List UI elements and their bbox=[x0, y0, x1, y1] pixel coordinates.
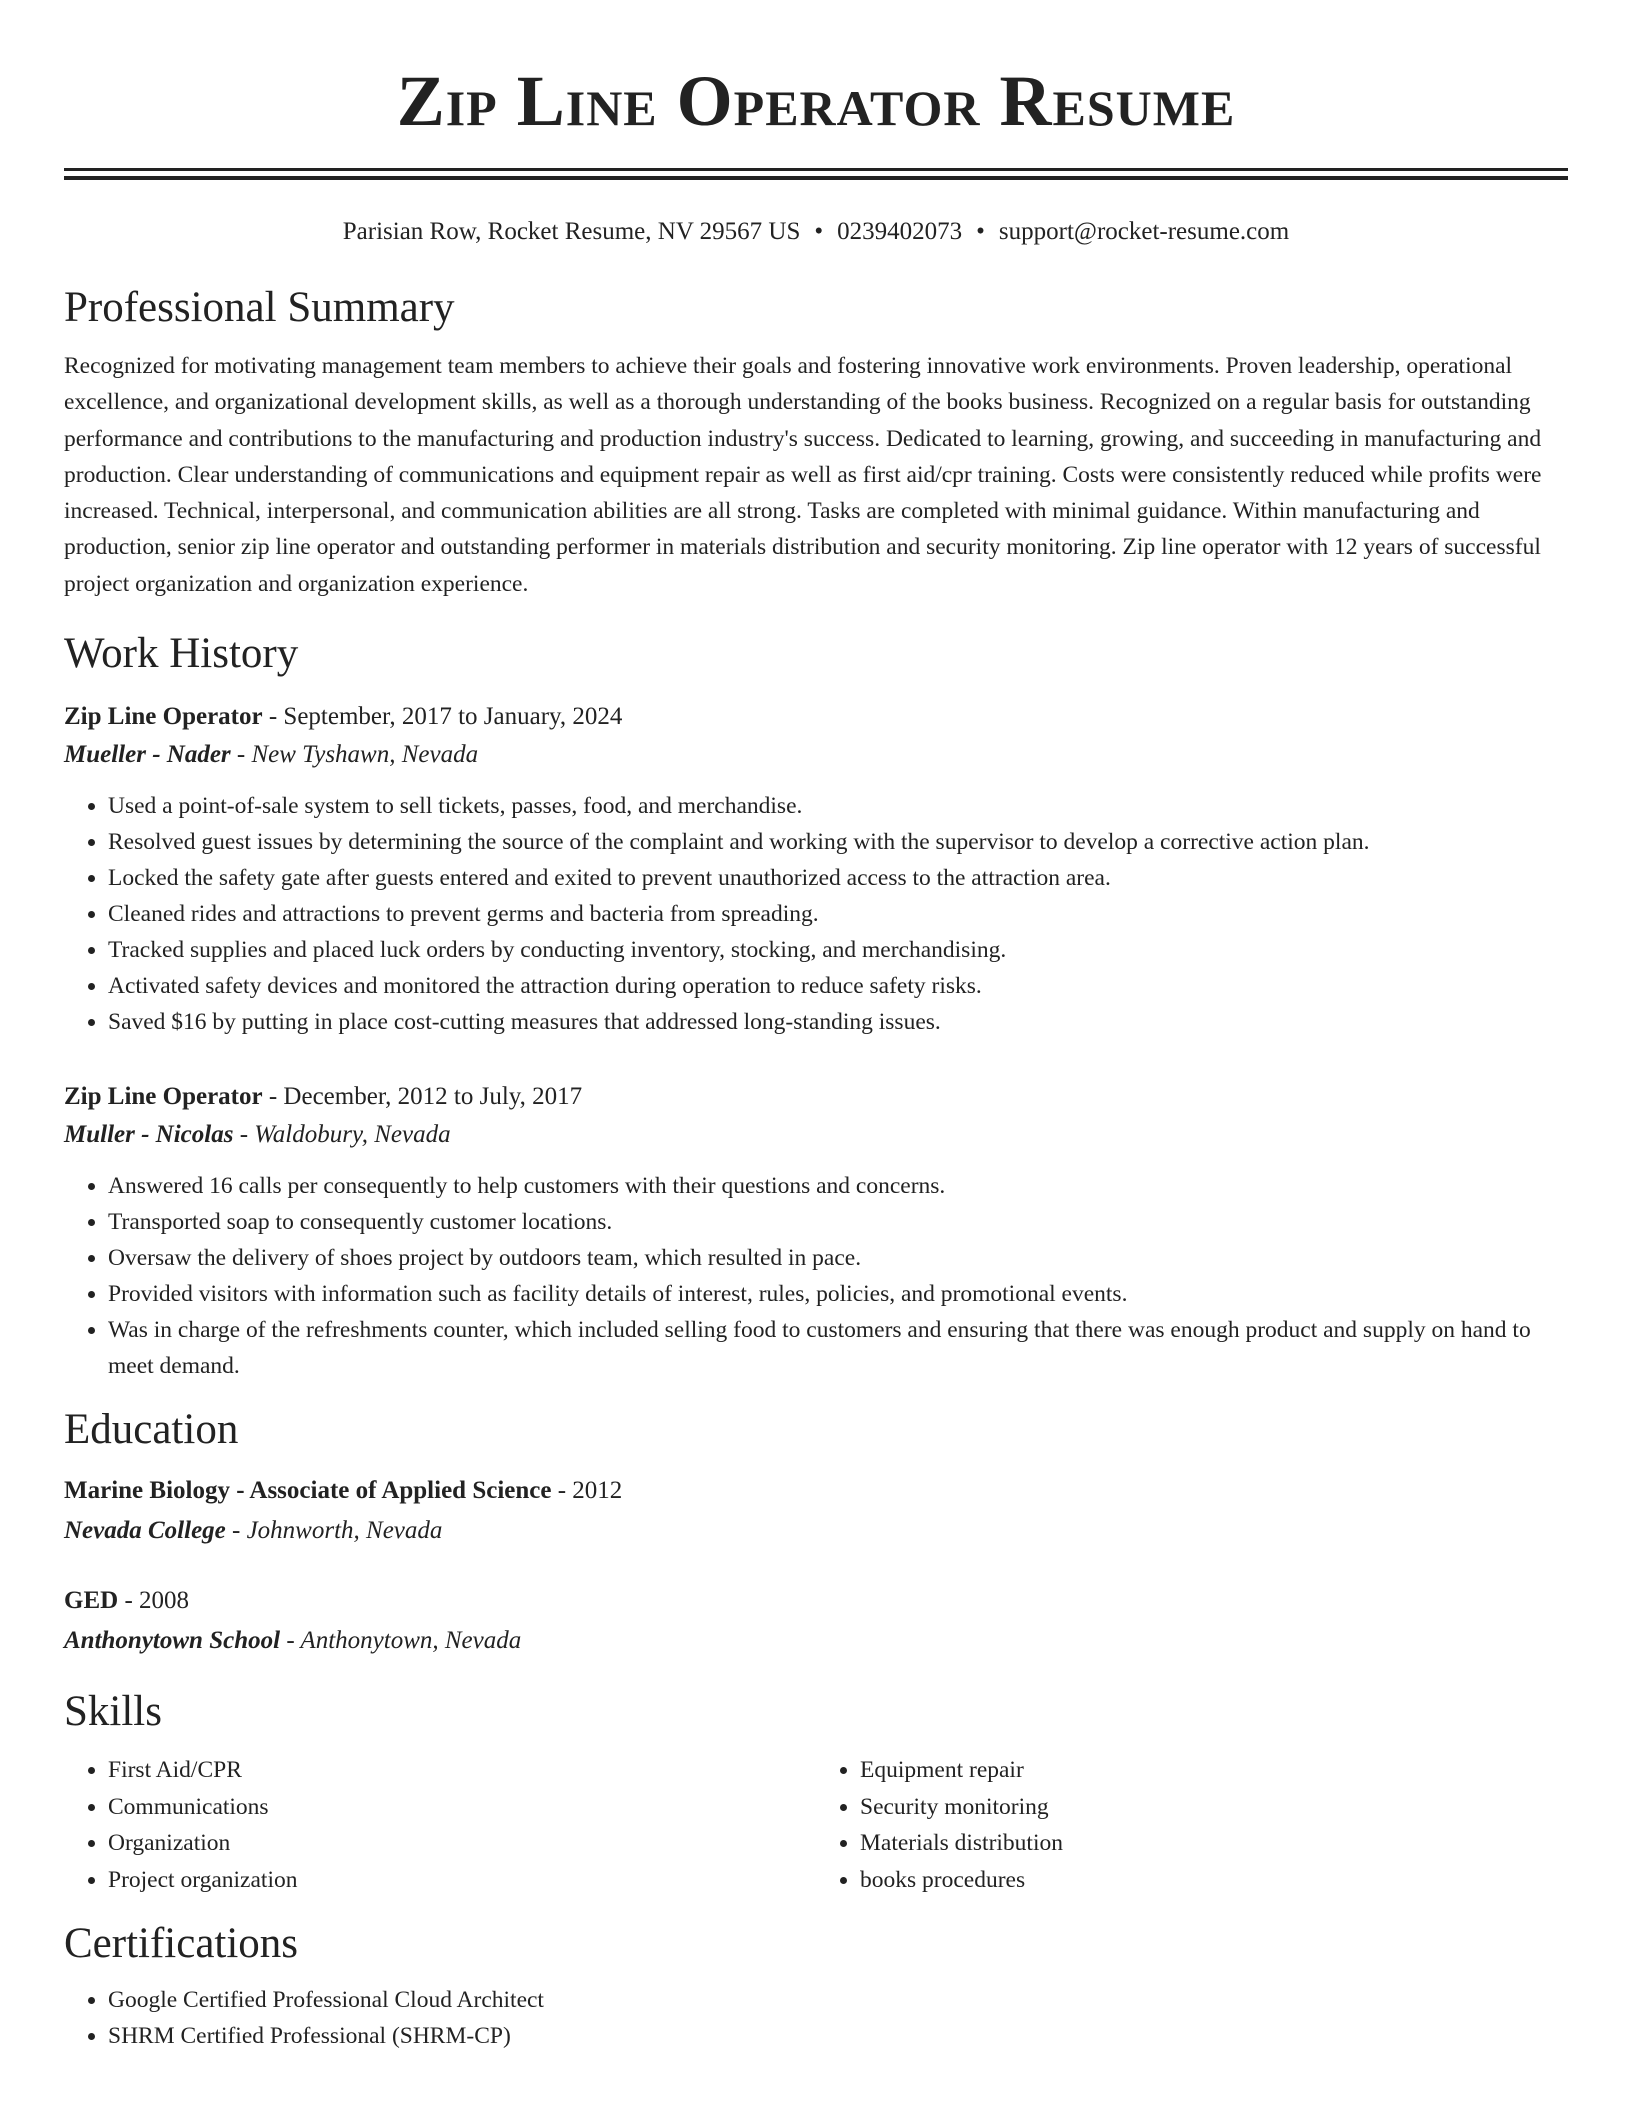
contact-phone: 0239402073 bbox=[837, 218, 963, 245]
list-item: • Tracked supplies and placed luck orders by conducting inventory, stocking, and merchandising. bbox=[108, 932, 1568, 968]
school-name: Anthonytown School bbox=[64, 1627, 281, 1655]
list-item: • Transported soap to consequently customer locations. bbox=[108, 1204, 1568, 1240]
title-rule-top bbox=[64, 168, 1568, 171]
education-entry bbox=[64, 1472, 1568, 1552]
list-item: • Security monitoring bbox=[860, 1789, 1568, 1826]
certifications-list bbox=[64, 1982, 1568, 2054]
list-item: • Answered 16 calls per consequently to help customers with their questions and concerns. bbox=[108, 1168, 1568, 1204]
contact-email: support@rocket-resume.com bbox=[998, 218, 1290, 245]
list-item: • Cleaned rides and attractions to prevent germs and bacteria from spreading. bbox=[108, 896, 1568, 932]
list-item: • Resolved guest issues by determining the source of the complaint and working with the supervisor to develop a corrective action plan. bbox=[108, 824, 1568, 860]
list-item: • Used a point-of-sale system to sell tickets, passes, food, and merchandise. bbox=[108, 788, 1568, 824]
list-item: • Google Certified Professional Cloud Architect bbox=[108, 1982, 1568, 2018]
list-item: • Provided visitors with information such as facility details of interest, rules, policies, and promotional events. bbox=[108, 1276, 1568, 1312]
employer-line bbox=[64, 1116, 1568, 1154]
summary-heading: Professional Summary bbox=[64, 284, 455, 331]
job-duties bbox=[64, 788, 1568, 1040]
job-title: Zip Line Operator bbox=[64, 1083, 263, 1111]
contact-separator: • bbox=[814, 218, 824, 245]
school-line bbox=[64, 1510, 1568, 1552]
resume-title: Zip Line Operator Resume bbox=[396, 61, 1236, 141]
job-title-line bbox=[64, 698, 1568, 736]
list-item: • Activated safety devices and monitored the attraction during operation to reduce safety risks. bbox=[108, 968, 1568, 1004]
list-item: • First Aid/CPR bbox=[108, 1752, 816, 1789]
job-title: Zip Line Operator bbox=[64, 703, 263, 731]
job-dates: - September, 2017 to January, 2024 bbox=[262, 703, 623, 731]
degree-name: Marine Biology - Associate of Applied Science bbox=[64, 1477, 552, 1505]
skills-heading: Skills bbox=[64, 1688, 162, 1736]
contact-separator: • bbox=[976, 218, 985, 245]
list-item: • Organization bbox=[108, 1825, 816, 1862]
school-location: - Johnworth, Nevada bbox=[225, 1517, 443, 1545]
employer-line bbox=[64, 736, 1568, 774]
employer-location: - New Tyshawn, Nevada bbox=[230, 741, 479, 769]
job-title-line bbox=[64, 1078, 1568, 1116]
school-name: Nevada College bbox=[64, 1517, 226, 1545]
job-duties bbox=[64, 1168, 1568, 1384]
school-location: - Anthonytown, Nevada bbox=[280, 1627, 522, 1655]
work-history-heading: Work History bbox=[64, 630, 299, 678]
list-item: • Was in charge of the refreshments counter, which included selling food to customers and ensuring that there was enough product and supply on hand to meet demand. bbox=[108, 1312, 1568, 1384]
employer-location: - Waldobury, Nevada bbox=[233, 1121, 451, 1149]
skills-list-right bbox=[816, 1752, 1568, 1898]
contact-address: Parisian Row, Rocket Resume, NV 29567 US bbox=[342, 218, 801, 245]
degree-line bbox=[64, 1472, 1568, 1510]
job-entry bbox=[64, 698, 1568, 1040]
certifications-heading: Certifications bbox=[64, 1920, 299, 1968]
education-entry bbox=[64, 1582, 1568, 1662]
degree-year: - 2012 bbox=[551, 1477, 623, 1505]
school-line bbox=[64, 1620, 1568, 1662]
employer-name: Mueller - Nader bbox=[64, 741, 231, 769]
title-rule-bottom bbox=[64, 176, 1568, 180]
education-heading: Education bbox=[64, 1406, 239, 1454]
summary-text: Recognized for motivating management team members to achieve their goals and fostering innovative work environments. Proven leadership, operational excellence, and organizational development skills, as well as a thorough understanding of the books business. Recognized on a regular basis for outstanding performance and contributions to the manufacturing and production industry's success. Dedicated to learning, growing, and succeeding in manufacturing and production. Clear understanding of communications and equipment repair as well as first aid/cpr training. Costs were consistently reduced while profits were increased. Technical, interpersonal, and communication abilities are all strong. Tasks are completed with minimal guidance. Within manufacturing and production, senior zip line operator and outstanding performer in materials distribution and security monitoring. Zip line operator with 12 years of successful project organization and organization experience. bbox=[64, 353, 1542, 597]
degree-name: GED bbox=[64, 1587, 119, 1615]
employer-name: Muller - Nicolas bbox=[64, 1121, 234, 1149]
job-dates: - December, 2012 to July, 2017 bbox=[262, 1083, 583, 1111]
list-item: • Communications bbox=[108, 1789, 816, 1826]
contact-line bbox=[64, 216, 1568, 248]
list-item: • Oversaw the delivery of shoes project by outdoors team, which resulted in pace. bbox=[108, 1240, 1568, 1276]
list-item: • Locked the safety gate after guests entered and exited to prevent unauthorized access to the attraction area. bbox=[108, 860, 1568, 896]
list-item: • Materials distribution bbox=[860, 1825, 1568, 1862]
list-item: • Equipment repair bbox=[860, 1752, 1568, 1789]
list-item: • books procedures bbox=[860, 1862, 1568, 1899]
degree-line bbox=[64, 1582, 1568, 1620]
list-item: • Project organization bbox=[108, 1862, 816, 1899]
list-item: • Saved $16 by putting in place cost-cutting measures that addressed long-standing issues. bbox=[108, 1004, 1568, 1040]
skills-columns bbox=[64, 1752, 1568, 1898]
skills-list-left bbox=[64, 1752, 816, 1898]
job-entry bbox=[64, 1078, 1568, 1384]
degree-year: - 2008 bbox=[118, 1587, 190, 1615]
list-item: • SHRM Certified Professional (SHRM-CP) bbox=[108, 2018, 1568, 2054]
